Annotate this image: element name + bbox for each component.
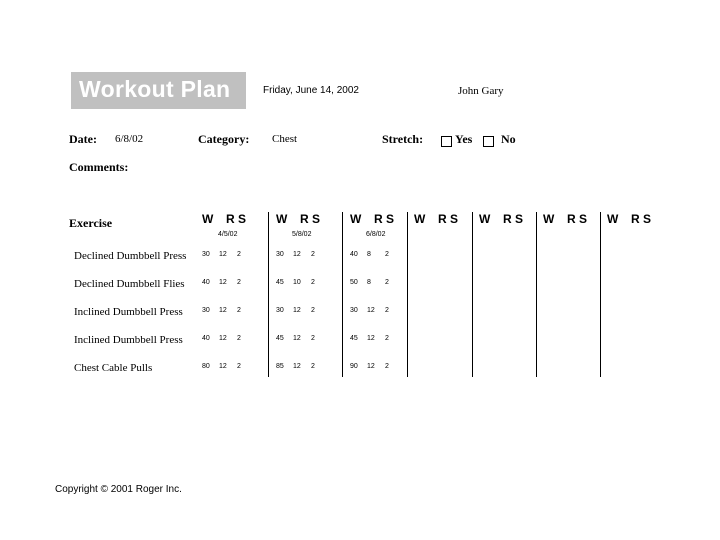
column-divider (268, 212, 269, 377)
session-weight-header: W (276, 212, 288, 226)
session-weight-header: W (479, 212, 491, 226)
reps-value: 12 (293, 335, 301, 342)
reps-value: 12 (219, 251, 227, 258)
exercise-header: Exercise (69, 216, 113, 230)
session-reps-sets-header: R S (374, 212, 395, 226)
column-divider (342, 212, 343, 377)
sets-value: 2 (385, 307, 389, 314)
weight-value: 80 (202, 363, 210, 370)
session-weight-header: W (543, 212, 555, 226)
session-reps-sets-header: R S (300, 212, 321, 226)
session-reps-sets-header: R S (503, 212, 524, 226)
header-date: Friday, June 14, 2002 (263, 85, 359, 96)
session-reps-sets-header: R S (438, 212, 459, 226)
column-divider (536, 212, 537, 377)
sets-value: 2 (311, 279, 315, 286)
sets-value: 2 (311, 251, 315, 258)
reps-value: 12 (219, 307, 227, 314)
weight-value: 50 (350, 279, 358, 286)
weight-value: 30 (276, 251, 284, 258)
column-divider (600, 212, 601, 377)
sets-value: 2 (237, 279, 241, 286)
page-title: Workout Plan (79, 76, 231, 102)
weight-value: 30 (350, 307, 358, 314)
date-value: 6/8/02 (115, 133, 144, 145)
weight-value: 40 (202, 335, 210, 342)
category-label: Category: (198, 132, 250, 146)
reps-value: 8 (367, 279, 371, 286)
session-date: 6/8/02 (366, 231, 386, 238)
sets-value: 2 (311, 307, 315, 314)
sets-value: 2 (385, 251, 389, 258)
session-reps-sets-header: R S (226, 212, 247, 226)
stretch-no-label: No (501, 132, 516, 146)
category-value: Chest (272, 133, 298, 145)
column-divider (407, 212, 408, 377)
weight-value: 85 (276, 363, 284, 370)
sets-value: 2 (237, 363, 241, 370)
session-weight-header: W (607, 212, 619, 226)
reps-value: 12 (293, 307, 301, 314)
copyright-text: Copyright © 2001 Roger Inc. (55, 484, 182, 495)
reps-value: 12 (293, 251, 301, 258)
weight-value: 90 (350, 363, 358, 370)
date-label: Date: (69, 132, 97, 146)
exercise-name: Chest Cable Pulls (74, 362, 153, 374)
reps-value: 8 (367, 251, 371, 258)
sets-value: 2 (311, 363, 315, 370)
exercise-name: Declined Dumbbell Press (74, 250, 187, 262)
session-date: 4/5/02 (218, 231, 238, 238)
reps-value: 12 (219, 335, 227, 342)
comments-label: Comments: (69, 160, 129, 174)
weight-value: 30 (202, 251, 210, 258)
sets-value: 2 (237, 335, 241, 342)
reps-value: 12 (219, 363, 227, 370)
weight-value: 30 (276, 307, 284, 314)
reps-value: 12 (367, 363, 375, 370)
sets-value: 2 (237, 307, 241, 314)
weight-value: 45 (276, 335, 284, 342)
weight-value: 45 (276, 279, 284, 286)
session-weight-header: W (202, 212, 214, 226)
weight-value: 40 (350, 251, 358, 258)
sets-value: 2 (385, 335, 389, 342)
reps-value: 12 (367, 307, 375, 314)
stretch-yes-label: Yes (455, 132, 473, 146)
weight-value: 30 (202, 307, 210, 314)
sets-value: 2 (385, 363, 389, 370)
session-reps-sets-header: R S (631, 212, 652, 226)
sets-value: 2 (385, 279, 389, 286)
sets-value: 2 (237, 251, 241, 258)
weight-value: 45 (350, 335, 358, 342)
session-date: 5/8/02 (292, 231, 312, 238)
stretch-no-checkbox[interactable] (483, 134, 494, 152)
reps-value: 12 (367, 335, 375, 342)
reps-value: 12 (293, 363, 301, 370)
stretch-yes-checkbox[interactable] (441, 134, 452, 152)
session-weight-header: W (350, 212, 362, 226)
stretch-label: Stretch: (382, 132, 424, 146)
exercise-name: Inclined Dumbbell Press (74, 306, 183, 318)
reps-value: 10 (293, 279, 301, 286)
user-name: John Gary (458, 85, 504, 97)
column-divider (472, 212, 473, 377)
exercise-name: Inclined Dumbbell Press (74, 334, 183, 346)
reps-value: 12 (219, 279, 227, 286)
weight-value: 40 (202, 279, 210, 286)
session-weight-header: W (414, 212, 426, 226)
exercise-name: Declined Dumbbell Flies (74, 278, 185, 290)
session-reps-sets-header: R S (567, 212, 588, 226)
sets-value: 2 (311, 335, 315, 342)
